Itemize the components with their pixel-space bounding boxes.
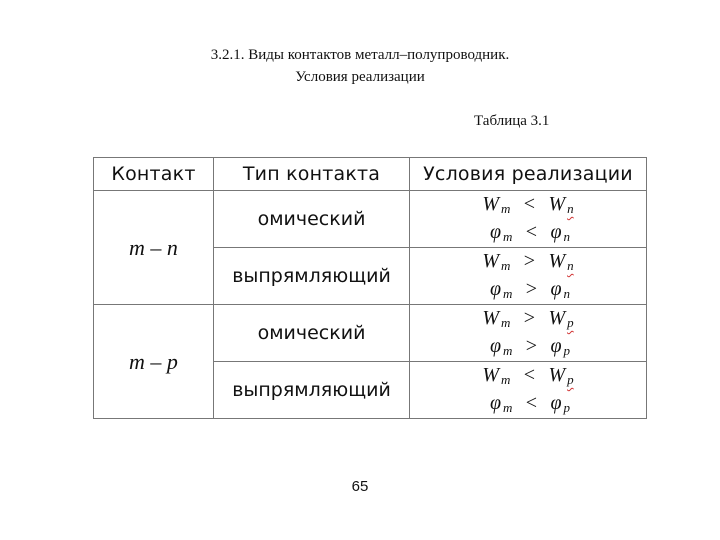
contact-mn: m – n xyxy=(94,191,214,305)
header-contact: Контакт xyxy=(94,158,214,191)
work-function-condition: Wm > W p xyxy=(482,307,574,330)
table-row xyxy=(94,191,647,248)
header-conditions: Условия реализации xyxy=(410,158,647,191)
condition-cell xyxy=(410,191,647,248)
section-heading-line2: Условия реализации xyxy=(295,69,425,85)
work-function-condition: Wm > W n xyxy=(482,250,574,273)
condition-cell xyxy=(410,248,647,305)
header-contact-type: Тип контакта xyxy=(214,158,410,191)
contact-type: омический xyxy=(214,305,410,362)
page-number: 65 xyxy=(351,478,369,495)
contact-type: омический xyxy=(214,191,410,248)
table-row xyxy=(94,305,647,362)
contact-type: выпрямляющий xyxy=(214,248,410,305)
potential-condition: φm < φ n xyxy=(489,221,571,244)
condition-cell xyxy=(410,305,647,362)
work-function-condition: Wm < W n xyxy=(482,193,574,216)
work-function-condition: Wm < W p xyxy=(482,364,574,387)
potential-condition: φm > φ n xyxy=(489,278,571,301)
section-heading xyxy=(0,44,720,88)
table-header-row xyxy=(94,158,647,191)
contacts-table xyxy=(93,157,647,419)
section-heading-line1: 3.2.1. Виды контактов металл–полупроводник. xyxy=(210,47,510,63)
contact-mp: m – p xyxy=(94,305,214,419)
potential-condition: φm < φ p xyxy=(489,392,571,415)
contact-type: выпрямляющий xyxy=(214,362,410,419)
condition-cell xyxy=(410,362,647,419)
table-caption: Таблица 3.1 xyxy=(474,113,550,129)
potential-condition: φm > φ p xyxy=(489,335,571,358)
